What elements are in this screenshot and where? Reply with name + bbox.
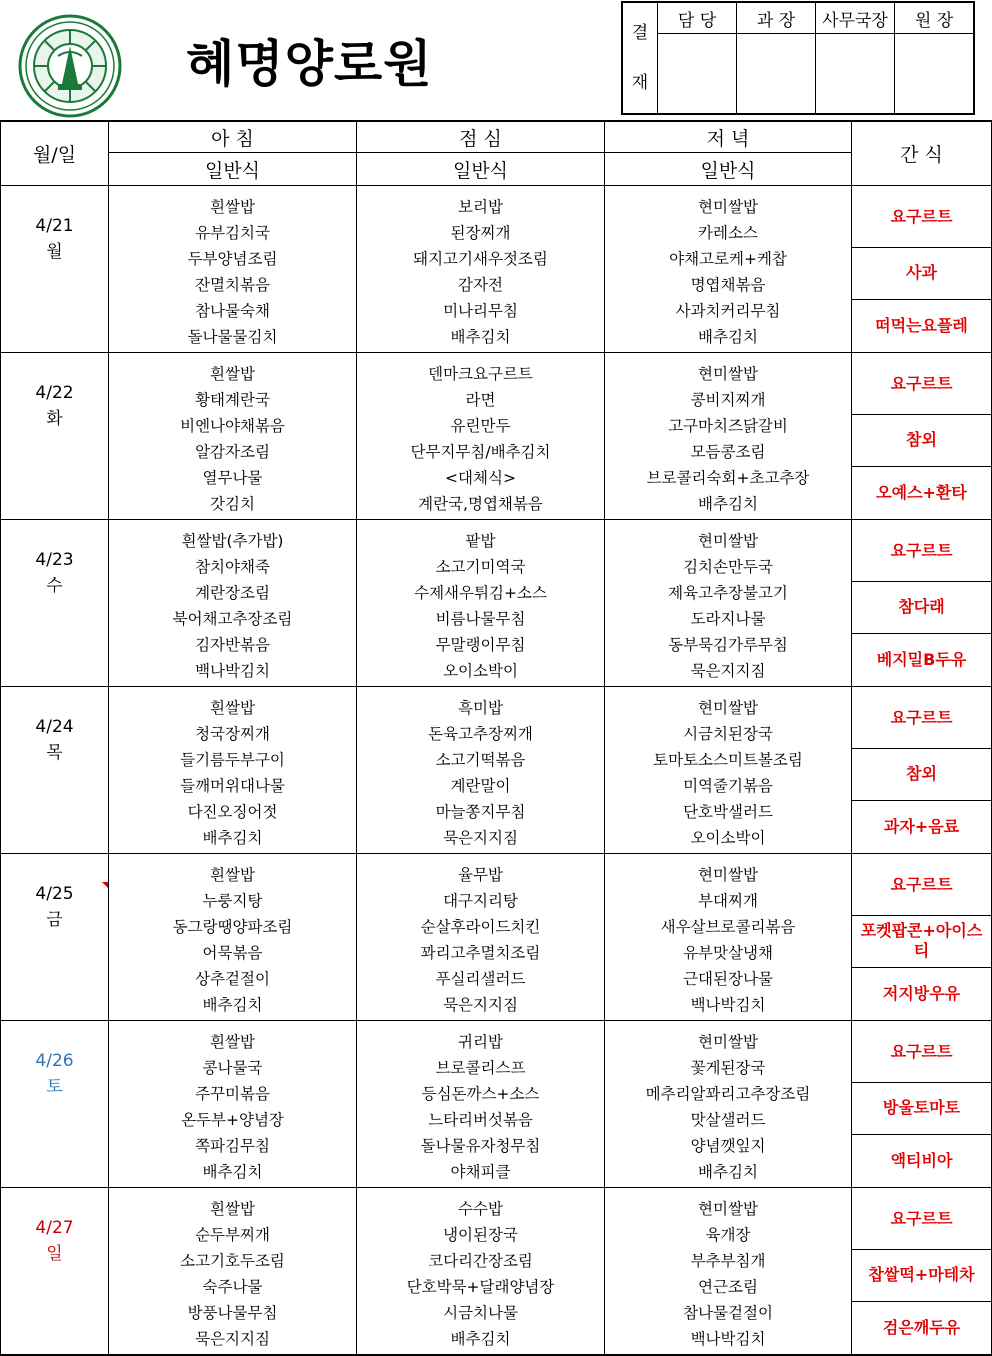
lunch-item: 무말랭이무침 [435, 636, 526, 654]
approval-role: 담 당 [658, 2, 737, 34]
snack-item: 요구르트 [852, 354, 991, 415]
breakfast-item: 흰쌀밥 [210, 1200, 255, 1218]
snack-item: 검은깨두유 [882, 1317, 961, 1337]
weekday-text: 월 [46, 242, 63, 262]
lunch-item: 소고기미역국 [435, 558, 526, 576]
breakfast-cell [109, 353, 357, 520]
lunch-item: 마늘쫑지무침 [435, 803, 526, 821]
dinner-item: 현미쌀밥 [698, 1033, 758, 1051]
lunch-item: 소고기떡볶음 [435, 751, 526, 769]
date-cell [1, 1188, 109, 1356]
lunch-item: 단무지무침/배추김치 [410, 443, 551, 461]
dinner-item: 현미쌀밥 [698, 1200, 758, 1218]
lunch-cell [357, 1188, 605, 1356]
dinner-item: 육개장 [705, 1226, 751, 1244]
emblem-logo [18, 14, 122, 118]
lunch-item: 계란국,명엽채볶음 [418, 495, 543, 513]
lunch-item: 계란말이 [450, 777, 511, 795]
approval-label-top: 결 [631, 23, 649, 43]
dinner-item: 시금치된장국 [683, 725, 773, 743]
breakfast-item: 방풍나물무침 [187, 1304, 278, 1322]
comment-marker [102, 882, 108, 888]
breakfast-item: 비엔나야채볶음 [180, 417, 285, 435]
lunch-cell [357, 687, 605, 854]
lunch-header: 점 심 [357, 121, 605, 153]
dinner-item: 현미쌀밥 [698, 198, 758, 216]
breakfast-item: 유부김치국 [195, 224, 270, 242]
lunch-item: 대구지리탕 [443, 892, 518, 910]
lunch-item: 브로콜리스프 [435, 1059, 526, 1077]
dinner-item: 야채고로케+케찹 [669, 250, 787, 268]
date-text: 4/25 [35, 884, 74, 904]
approval-box [621, 1, 975, 115]
lunch-item: 돌나물유자청무침 [420, 1137, 541, 1155]
lunch-item: 보리밥 [458, 198, 503, 216]
day-row [1, 520, 992, 687]
snack-header: 간 식 [852, 121, 992, 186]
dinner-item: 모듬콩조림 [690, 443, 766, 461]
dinner-item: 새우살브로콜리볶음 [660, 918, 796, 936]
snack-item: 저지방우유 [882, 983, 961, 1003]
breakfast-item: 참치야채죽 [195, 558, 270, 576]
breakfast-item: 북어채고추장조림 [172, 610, 293, 628]
dinner-item: 현미쌀밥 [698, 699, 758, 717]
snack-cell [852, 186, 992, 353]
lunch-item: 묵은지지짐 [443, 996, 518, 1014]
dinner-item: 유부맛살냉채 [683, 944, 773, 962]
date-text: 4/27 [35, 1218, 74, 1238]
dinner-item: 배추김치 [698, 495, 758, 513]
dinner-subheader: 일반식 [605, 153, 852, 186]
approval-sign-cell[interactable] [658, 34, 737, 114]
date-text: 4/22 [35, 383, 74, 403]
snack-item: 떠먹는요플레 [875, 315, 968, 335]
breakfast-item: 배추김치 [202, 829, 263, 847]
lunch-item: 라면 [465, 391, 496, 409]
lunch-subheader: 일반식 [357, 153, 605, 186]
lunch-item: 배추김치 [450, 328, 511, 346]
date-cell [1, 353, 109, 520]
approval-label-bottom: 재 [631, 73, 649, 93]
dinner-item: 명엽채볶음 [690, 276, 766, 294]
dinner-item: 백나박김치 [690, 996, 766, 1014]
breakfast-item: 누룽지탕 [202, 892, 263, 910]
lunch-item: 돈육고추장찌개 [428, 725, 533, 743]
breakfast-cell [109, 1188, 357, 1356]
dinner-cell [605, 1188, 852, 1356]
breakfast-item: 황태계란국 [195, 391, 270, 409]
breakfast-item: 흰쌀밥 [210, 866, 255, 884]
breakfast-item: 김자반볶음 [195, 636, 270, 654]
weekday-text: 목 [46, 743, 63, 763]
dinner-item: 메추리알꽈리고추장조림 [645, 1085, 811, 1103]
day-row [1, 687, 992, 854]
breakfast-item: 온두부+양념장 [181, 1111, 284, 1129]
snack-item: 참외 [852, 415, 991, 467]
approval-role: 사무국장 [816, 2, 895, 34]
lunch-item: 귀리밥 [458, 1033, 503, 1051]
dinner-item: 연근조림 [698, 1278, 758, 1296]
lunch-item: 푸실리샐러드 [435, 970, 526, 988]
lunch-item: 배추김치 [450, 1330, 511, 1348]
snack-item: 방울토마토 [852, 1083, 991, 1135]
lunch-cell [357, 353, 605, 520]
lunch-item: 묵은지지짐 [443, 829, 518, 847]
lunch-cell [357, 186, 605, 353]
date-text: 4/26 [35, 1051, 74, 1071]
snack-item: 액티비아 [890, 1150, 953, 1170]
snack-cell [852, 353, 992, 520]
day-row [1, 1021, 992, 1188]
lunch-cell [357, 520, 605, 687]
lunch-item: 흑미밥 [458, 699, 503, 717]
breakfast-item: 묵은지지짐 [195, 1330, 270, 1348]
breakfast-item: 상추겉절이 [195, 970, 270, 988]
dinner-cell [605, 687, 852, 854]
dinner-item: 꽃게된장국 [690, 1059, 766, 1077]
snack-item: 찹쌀떡+마테차 [852, 1250, 991, 1302]
breakfast-cell [109, 1021, 357, 1188]
date-cell [1, 687, 109, 854]
breakfast-item: 콩나물국 [202, 1059, 263, 1077]
breakfast-item: 돌나물물김치 [187, 328, 278, 346]
snack-item: 요구르트 [852, 521, 991, 582]
weekday-text: 일 [46, 1244, 63, 1264]
breakfast-item: 배추김치 [202, 996, 263, 1014]
dinner-cell [605, 520, 852, 687]
breakfast-item: 청국장찌개 [195, 725, 270, 743]
lunch-item: 미나리무침 [443, 302, 518, 320]
dinner-cell [605, 854, 852, 1021]
dinner-item: 백나박김치 [690, 1330, 766, 1348]
dinner-item: 미역줄기볶음 [683, 777, 773, 795]
date-header: 월/일 [1, 121, 109, 186]
breakfast-item: 참나물숙채 [195, 302, 270, 320]
lunch-cell [357, 854, 605, 1021]
breakfast-item: 다진오징어젓 [187, 803, 278, 821]
date-text: 4/23 [35, 550, 74, 570]
dinner-item: 오이소박이 [690, 829, 766, 847]
dinner-item: 맛살샐러드 [690, 1111, 766, 1129]
approval-sign-cell[interactable] [895, 34, 975, 114]
snack-cell [852, 854, 992, 1021]
snack-item: 요구르트 [852, 1189, 991, 1250]
dinner-item: 묵은지지짐 [690, 662, 766, 680]
breakfast-item: 갓김치 [210, 495, 255, 513]
lunch-item: 덴마크요구르트 [428, 365, 533, 383]
snack-cell [852, 1021, 992, 1188]
lunch-item: 단호박묵+달래양념장 [406, 1278, 555, 1296]
dinner-item: 동부묵김가루무침 [668, 636, 788, 654]
dinner-item: 배추김치 [698, 328, 758, 346]
lunch-item: 팥밥 [465, 532, 496, 550]
date-cell [1, 1021, 109, 1188]
dinner-item: 단호박샐러드 [683, 803, 773, 821]
breakfast-item: 흰쌀밥 [210, 1033, 255, 1051]
breakfast-item: 두부양념조림 [187, 250, 278, 268]
breakfast-item: 열무나물 [202, 469, 263, 487]
snack-item: 오예스+환타 [876, 482, 967, 502]
breakfast-item: 계란장조림 [195, 584, 270, 602]
lunch-cell [357, 1021, 605, 1188]
dinner-item: 배추김치 [698, 1163, 758, 1181]
breakfast-cell [109, 854, 357, 1021]
dinner-cell [605, 1021, 852, 1188]
date-cell [1, 186, 109, 353]
snack-cell [852, 687, 992, 854]
lunch-item: 꽈리고추멸치조림 [420, 944, 541, 962]
breakfast-cell [109, 186, 357, 353]
approval-role: 과 장 [737, 2, 816, 34]
lunch-item: 시금치나물 [443, 1304, 518, 1322]
dinner-item: 고구마치즈닭갈비 [668, 417, 788, 435]
breakfast-item: 주꾸미볶음 [195, 1085, 270, 1103]
dinner-item: 양념깻잎지 [690, 1137, 766, 1155]
weekday-text: 화 [46, 409, 63, 429]
breakfast-cell [109, 687, 357, 854]
breakfast-item: 들깨머위대나물 [180, 777, 285, 795]
lunch-item: 느타리버섯볶음 [428, 1111, 533, 1129]
day-row [1, 186, 992, 353]
snack-item: 요구르트 [852, 688, 991, 749]
lunch-item: 비름나물무침 [435, 610, 526, 628]
dinner-item: 근대된장나물 [683, 970, 773, 988]
date-cell [1, 854, 109, 1021]
page-title: 혜명양로원 [186, 35, 433, 93]
breakfast-item: 숙주나물 [202, 1278, 263, 1296]
breakfast-item: 흰쌀밥 [210, 699, 255, 717]
lunch-item: <대체식> [445, 469, 516, 487]
snack-item: 과자+음료 [883, 816, 960, 836]
breakfast-item: 쪽파김무침 [195, 1137, 270, 1155]
breakfast-subheader: 일반식 [109, 153, 357, 186]
breakfast-header: 아 침 [109, 121, 357, 153]
dinner-item: 현미쌀밥 [698, 532, 758, 550]
lunch-item: 율무밥 [458, 866, 503, 884]
dinner-item: 현미쌀밥 [698, 866, 758, 884]
breakfast-item: 배추김치 [202, 1163, 263, 1181]
approval-label [622, 2, 658, 114]
dinner-item: 카레소스 [698, 224, 758, 242]
breakfast-item: 흰쌀밥(추가밥) [181, 532, 284, 550]
snack-item: 베지밀B두유 [876, 649, 967, 669]
lunch-item: 감자전 [458, 276, 503, 294]
dinner-item: 도라지나물 [690, 610, 766, 628]
lunch-item: 오이소박이 [443, 662, 518, 680]
breakfast-item: 어묵볶음 [202, 944, 263, 962]
weekly-menu-table [0, 120, 992, 1356]
breakfast-cell [109, 520, 357, 687]
breakfast-item: 들기름두부구이 [180, 751, 285, 769]
dinner-cell [605, 353, 852, 520]
lunch-item: 된장찌개 [450, 224, 511, 242]
snack-item: 요구르트 [852, 187, 991, 248]
snack-item: 참다래 [852, 582, 991, 634]
lunch-item: 등심돈까스+소스 [421, 1085, 540, 1103]
dinner-cell [605, 186, 852, 353]
dinner-header: 저 녁 [605, 121, 852, 153]
dinner-item: 부대찌개 [698, 892, 758, 910]
breakfast-item: 흰쌀밥 [210, 365, 255, 383]
dinner-item: 현미쌀밥 [698, 365, 758, 383]
day-row [1, 1188, 992, 1356]
weekday-text: 토 [46, 1077, 63, 1097]
dinner-item: 부추부침개 [690, 1252, 766, 1270]
snack-item: 사과 [852, 248, 991, 300]
lunch-item: 수제새우튀김+소스 [414, 584, 547, 602]
dinner-item: 토마토소스미트볼조림 [653, 751, 803, 769]
header [0, 0, 992, 120]
breakfast-item: 흰쌀밥 [210, 198, 255, 216]
dinner-item: 김치손만두국 [683, 558, 773, 576]
date-cell [1, 520, 109, 687]
lunch-item: 순살후라이드치킨 [420, 918, 541, 936]
dinner-item: 브로콜리숙회+초고추장 [646, 469, 810, 487]
approval-sign-cell[interactable] [816, 34, 895, 114]
breakfast-item: 잔멸치볶음 [195, 276, 270, 294]
day-row [1, 854, 992, 1021]
lunch-item: 유린만두 [450, 417, 511, 435]
lunch-item: 야채피클 [450, 1163, 511, 1181]
dinner-item: 제육고추장불고기 [668, 584, 788, 602]
day-row [1, 353, 992, 520]
approval-sign-cell[interactable] [737, 34, 816, 114]
snack-item: 요구르트 [852, 855, 991, 916]
lunch-item: 수수밥 [458, 1200, 503, 1218]
dinner-item: 콩비지찌개 [690, 391, 766, 409]
snack-item: 요구르트 [852, 1022, 991, 1083]
lunch-item: 돼지고기새우젓조림 [413, 250, 548, 268]
lunch-item: 코다리간장조림 [428, 1252, 533, 1270]
date-text: 4/21 [35, 216, 74, 236]
snack-item: 참외 [852, 749, 991, 801]
lunch-item: 냉이된장국 [443, 1226, 518, 1244]
dinner-item: 참나물겉절이 [683, 1304, 773, 1322]
date-text: 4/24 [35, 717, 74, 737]
snack-item: 포켓팝콘+아이스티 [852, 916, 991, 968]
snack-cell [852, 1188, 992, 1356]
breakfast-item: 백나박김치 [195, 662, 270, 680]
weekday-text: 수 [46, 576, 63, 596]
dinner-item: 사과치커리무침 [675, 302, 781, 320]
snack-cell [852, 520, 992, 687]
breakfast-item: 소고기호두조림 [180, 1252, 285, 1270]
weekday-text: 금 [46, 910, 63, 930]
breakfast-item: 알감자조림 [195, 443, 270, 461]
breakfast-item: 순두부찌개 [195, 1226, 270, 1244]
approval-role: 원 장 [895, 2, 975, 34]
breakfast-item: 동그랑땡양파조림 [172, 918, 293, 936]
